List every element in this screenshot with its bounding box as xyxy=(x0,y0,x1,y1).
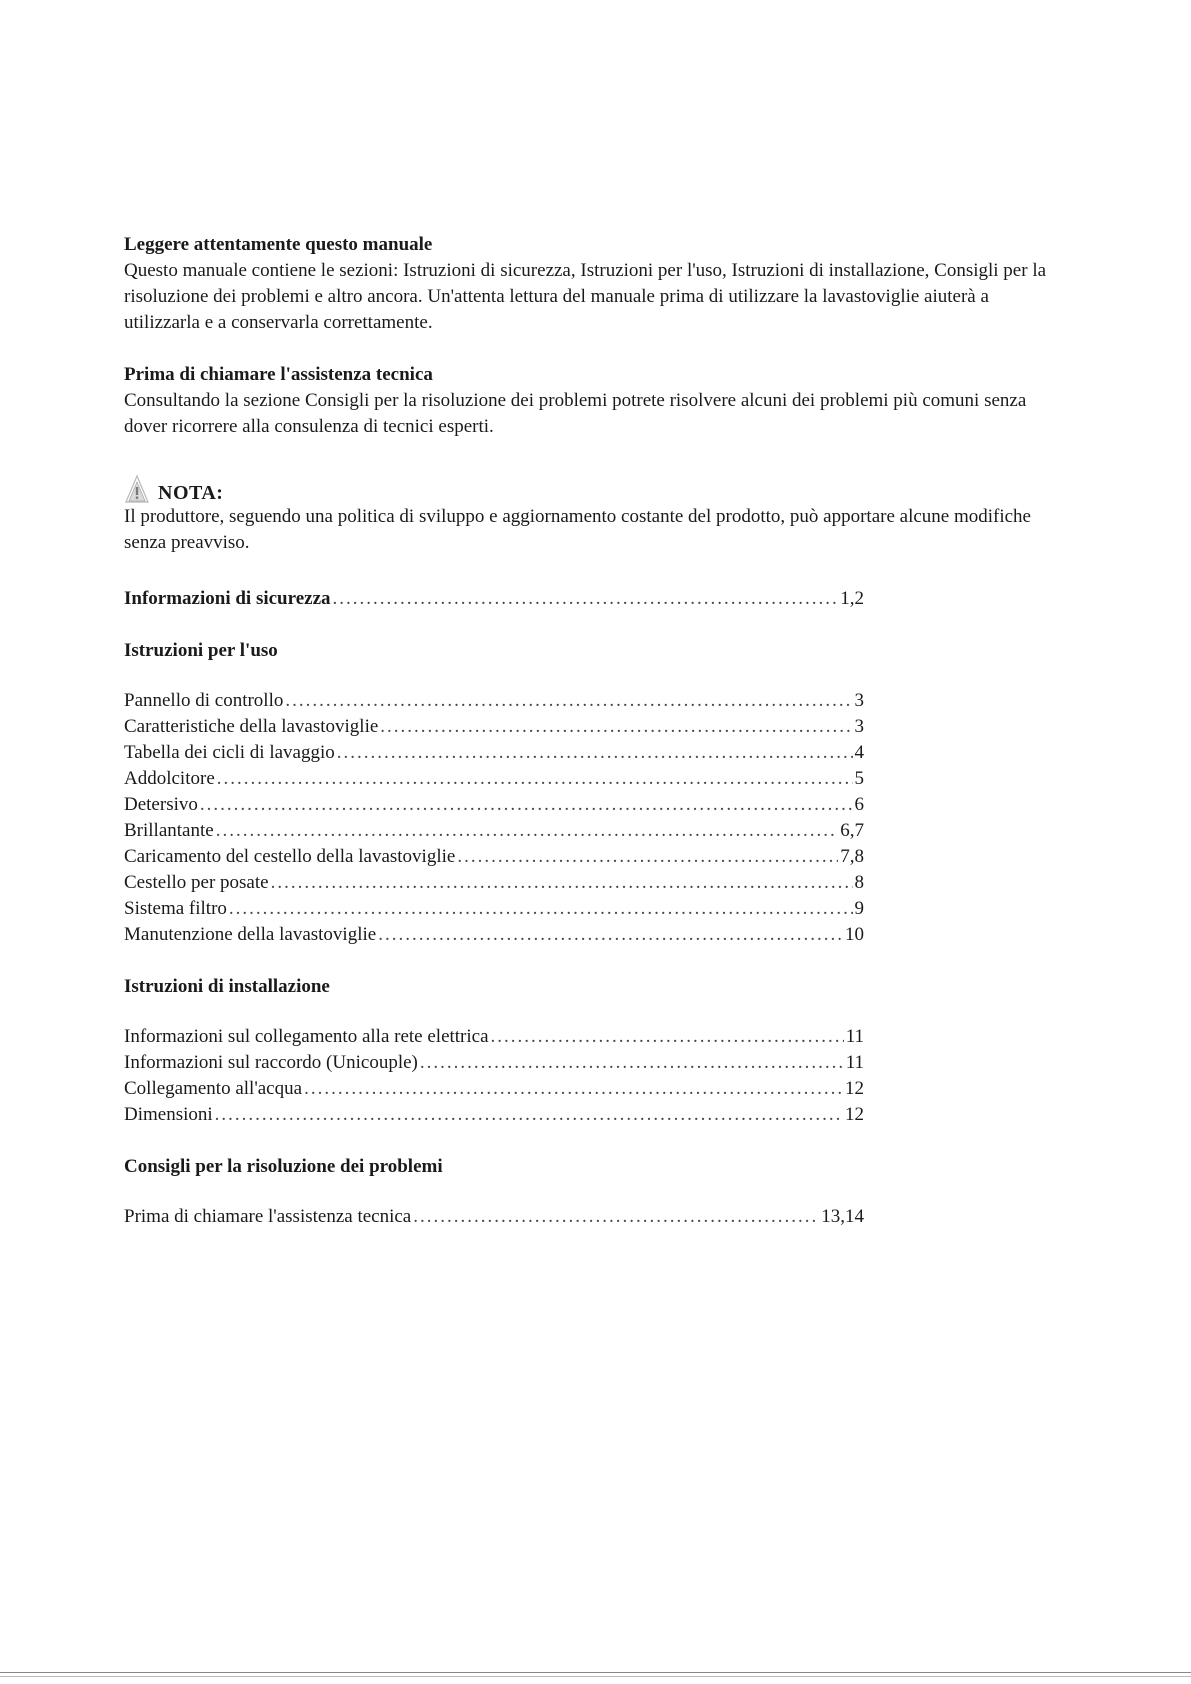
toc-leader-dots xyxy=(333,586,839,612)
toc-leader-dots xyxy=(229,896,853,922)
toc-entry-label: Prima di chiamare l'assistenza tecnica xyxy=(124,1206,412,1227)
toc-entry-label: Dimensioni xyxy=(124,1104,213,1125)
toc-entry-page: 3 xyxy=(854,690,864,711)
toc-entry-safety xyxy=(124,586,864,612)
toc-entry-label: Sistema filtro xyxy=(124,898,227,919)
toc-entry xyxy=(124,740,864,766)
toc-entry-page: 5 xyxy=(854,768,864,789)
page-bottom-rule xyxy=(0,1672,1191,1677)
nota-header xyxy=(124,474,1064,504)
toc-entry xyxy=(124,1204,864,1230)
toc-leader-dots xyxy=(271,870,853,896)
toc-entry xyxy=(124,870,864,896)
toc-entry-label: Caratteristiche della lavastoviglie xyxy=(124,716,379,737)
toc-entry-page: 8 xyxy=(854,872,864,893)
intro-title: Leggere attentamente questo manuale xyxy=(124,234,433,255)
toc-entry-page: 4 xyxy=(854,742,864,763)
toc-entry xyxy=(124,1024,864,1050)
toc-entry xyxy=(124,896,864,922)
table-of-contents xyxy=(124,586,1064,1230)
toc-section-title: Istruzioni per l'uso xyxy=(124,640,278,661)
toc-entry-page: 1,2 xyxy=(840,588,864,609)
toc-entry xyxy=(124,922,864,948)
toc-entry-label: Informazioni sul raccordo (Unicouple) xyxy=(124,1052,418,1073)
toc-entry xyxy=(124,1102,864,1128)
toc-entry-label: Addolcitore xyxy=(124,768,215,789)
toc-entry-label: Manutenzione della lavastoviglie xyxy=(124,924,377,945)
nota-title: NOTA: xyxy=(158,482,224,504)
toc-leader-dots xyxy=(304,1076,843,1102)
toc-leader-dots xyxy=(378,922,843,948)
intro-section xyxy=(124,232,1064,336)
toc-leader-dots xyxy=(420,1050,844,1076)
toc-entry-label: Cestello per posate xyxy=(124,872,269,893)
toc-entry-label: Informazioni di sicurezza xyxy=(124,588,331,609)
toc-leader-dots xyxy=(457,844,838,870)
toc-entry xyxy=(124,1050,864,1076)
toc-leader-dots xyxy=(413,1204,819,1230)
toc-leader-dots xyxy=(380,714,852,740)
manual-page xyxy=(124,232,1064,1230)
toc-entry-page: 9 xyxy=(854,898,864,919)
nota-section xyxy=(124,474,1064,556)
toc-leader-dots xyxy=(337,740,853,766)
assistance-title: Prima di chiamare l'assistenza tecnica xyxy=(124,364,433,385)
toc-entry-page: 11 xyxy=(845,1026,864,1047)
toc-leader-dots xyxy=(216,818,839,844)
toc-entry-page: 13,14 xyxy=(821,1206,864,1227)
toc-section-title: Istruzioni di installazione xyxy=(124,976,330,997)
toc-leader-dots xyxy=(491,1024,844,1050)
toc-entry xyxy=(124,792,864,818)
assistance-text: Consultando la sezione Consigli per la risoluzione dei problemi potrete risolvere alcuni dei problemi più comuni senza dover ricorrere alla consulenza di tecnici esperti. xyxy=(124,390,1027,437)
toc-entry xyxy=(124,818,864,844)
toc-sections xyxy=(124,638,1064,1230)
toc-entry-label: Caricamento del cestello della lavastoviglie xyxy=(124,846,456,867)
toc-entry-page: 12 xyxy=(845,1104,864,1125)
toc-entry xyxy=(124,766,864,792)
toc-leader-dots xyxy=(200,792,853,818)
toc-entry-label: Brillantante xyxy=(124,820,214,841)
toc-entry-label: Informazioni sul collegamento alla rete elettrica xyxy=(124,1026,489,1047)
toc-entry-page: 6,7 xyxy=(840,820,864,841)
warning-triangle-icon xyxy=(124,474,150,504)
toc-leader-dots xyxy=(285,688,852,714)
toc-entry xyxy=(124,688,864,714)
toc-entry-page: 11 xyxy=(845,1052,864,1073)
toc-entry xyxy=(124,1076,864,1102)
toc-entry-page: 7,8 xyxy=(840,846,864,867)
toc-entry-page: 12 xyxy=(845,1078,864,1099)
toc-entry-page: 3 xyxy=(854,716,864,737)
toc-leader-dots xyxy=(217,766,853,792)
toc-entry-label: Detersivo xyxy=(124,794,198,815)
toc-entry-label: Collegamento all'acqua xyxy=(124,1078,303,1099)
toc-entry xyxy=(124,844,864,870)
toc-leader-dots xyxy=(215,1102,843,1128)
toc-entry-page: 10 xyxy=(845,924,864,945)
assistance-section xyxy=(124,362,1064,440)
toc-entry-page: 6 xyxy=(854,794,864,815)
intro-text: Questo manuale contiene le sezioni: Istruzioni di sicurezza, Istruzioni per l'uso, Istruzioni di installazione, Consigli per la risoluzione dei problemi e altro ancora. Un'attenta lettura del manuale prima di utilizzare la lavastoviglie aiuterà a utilizzarla e a conservarla correttamente. xyxy=(124,260,1047,333)
toc-entry-label: Tabella dei cicli di lavaggio xyxy=(124,742,335,763)
toc-section-title: Consigli per la risoluzione dei problemi xyxy=(124,1156,443,1177)
toc-entry xyxy=(124,714,864,740)
toc-entry-label: Pannello di controllo xyxy=(124,690,284,711)
nota-text: Il produttore, seguendo una politica di sviluppo e aggiornamento costante del prodotto, può apportare alcune modifiche senza preavviso. xyxy=(124,506,1031,553)
